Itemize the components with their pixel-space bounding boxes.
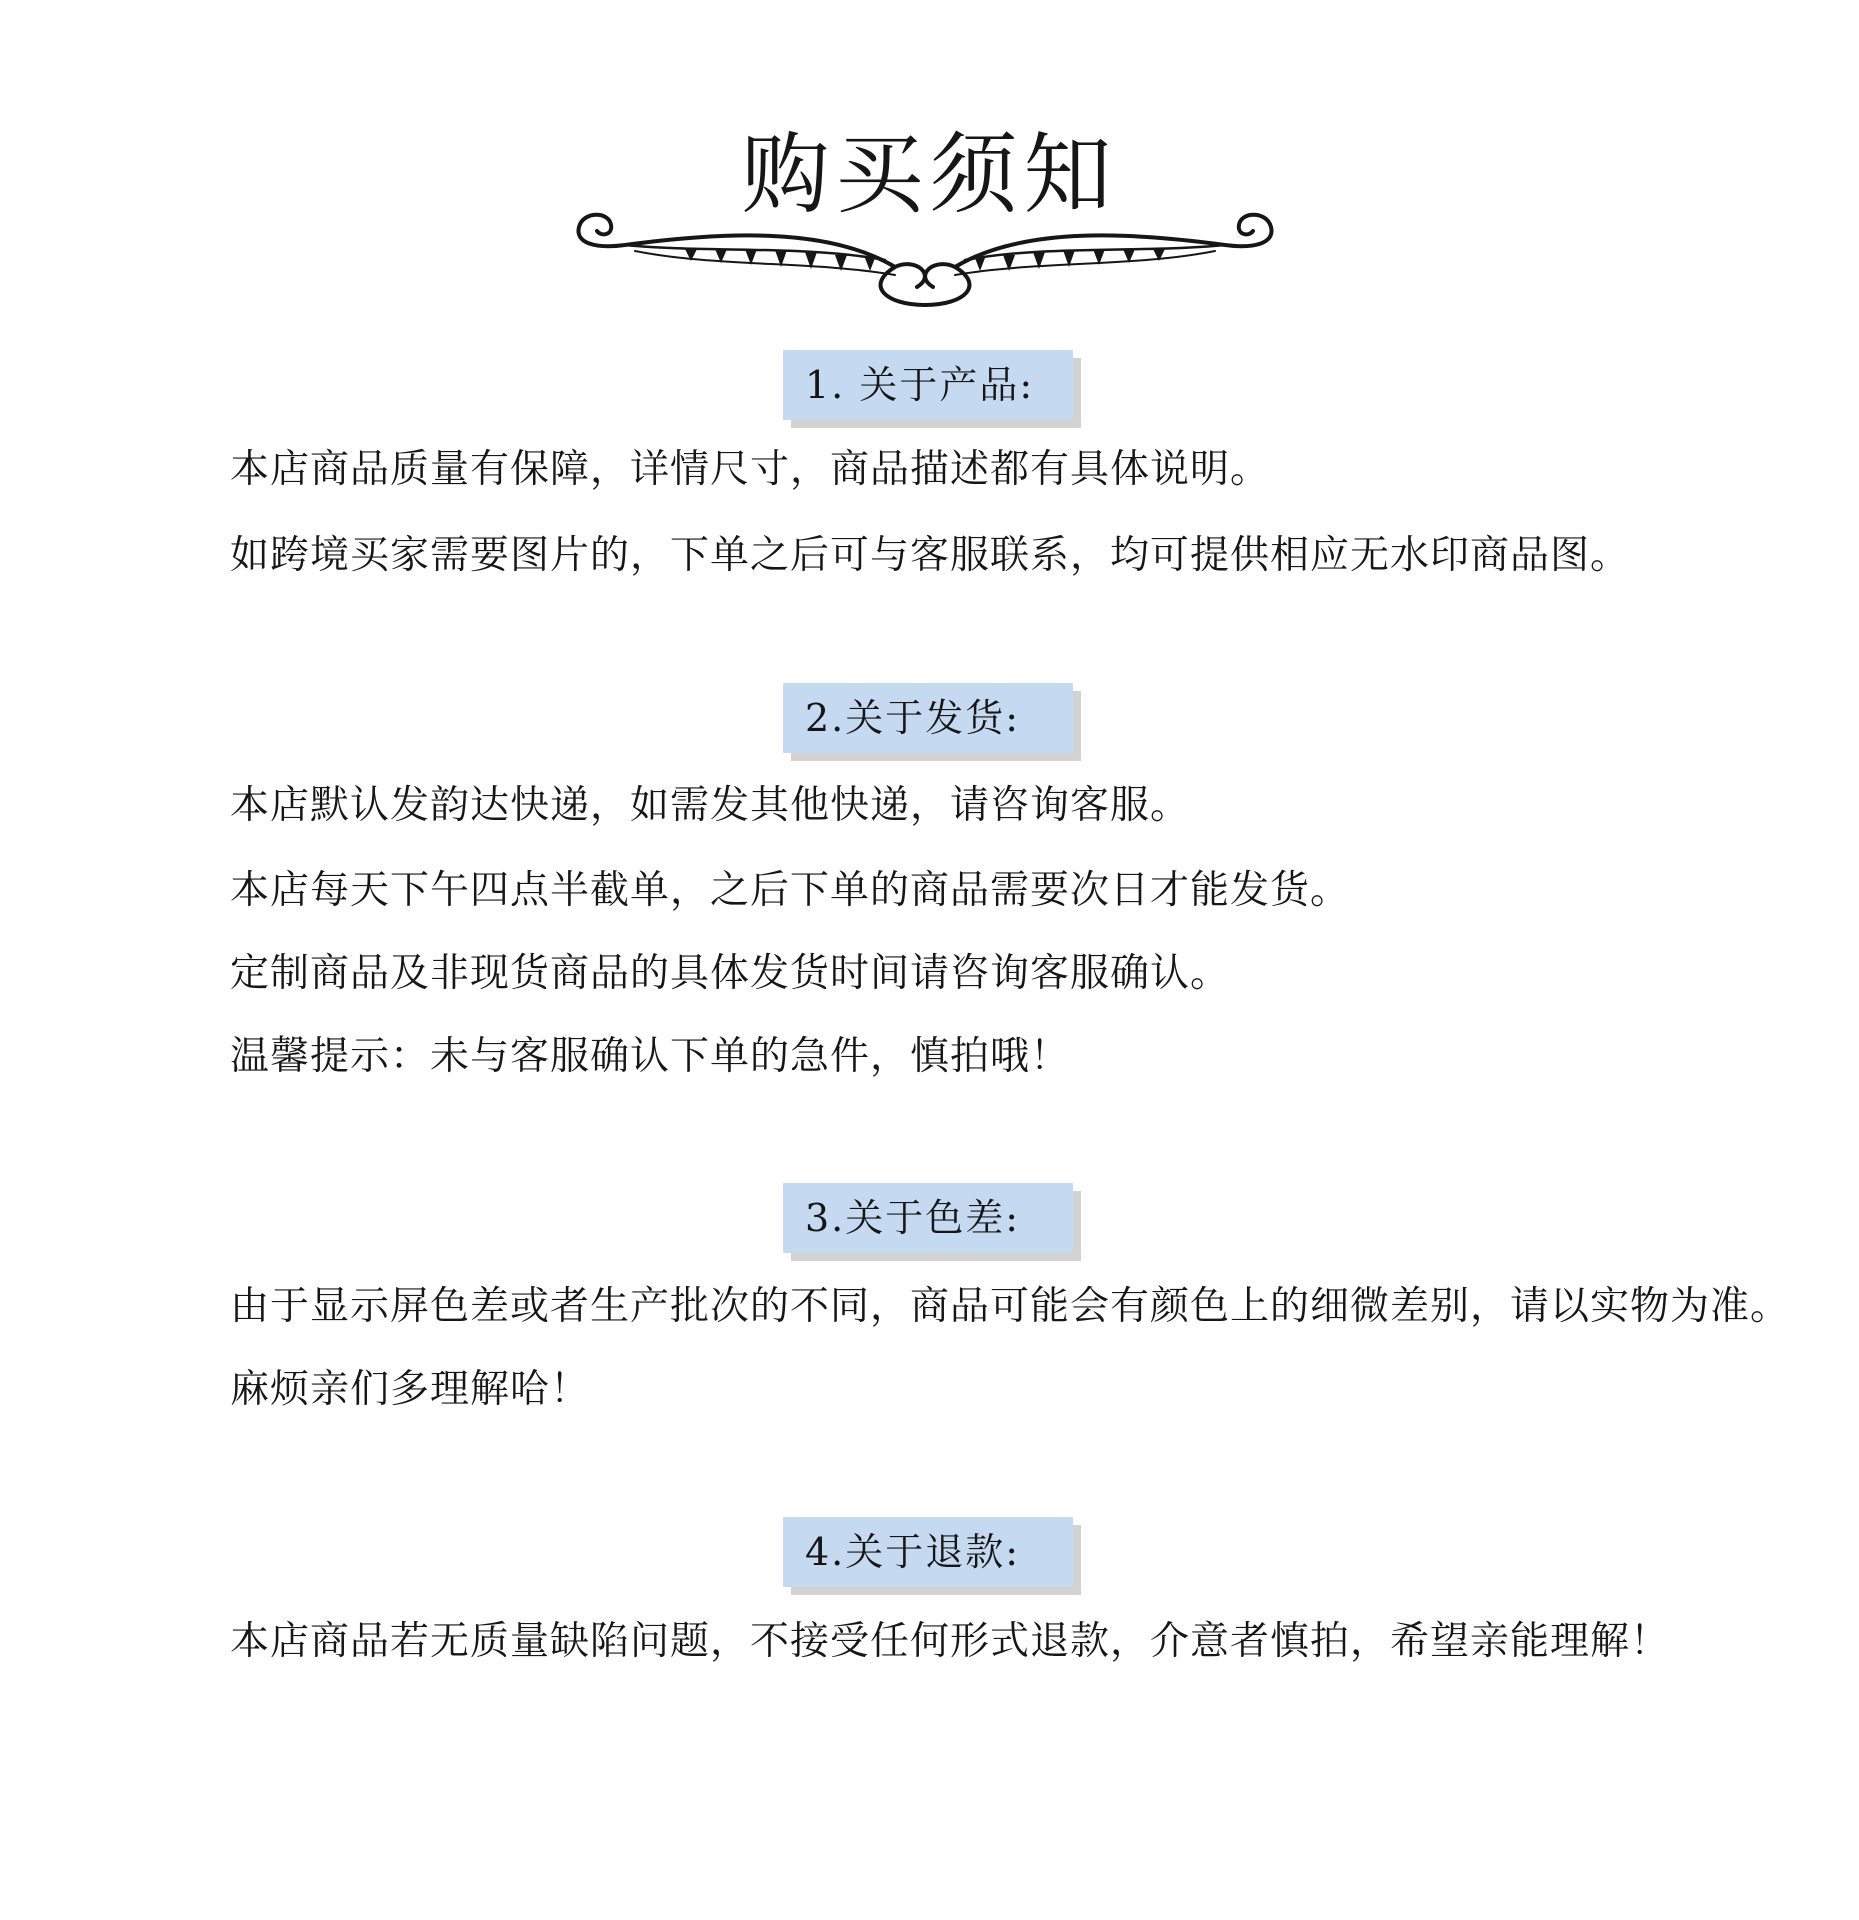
section-product-line-1: 本店商品质量有保障，详情尺寸，商品描述都有具体说明。 — [230, 447, 1271, 492]
page-title: 购买须知 — [741, 123, 1118, 226]
section-heading-refund: 4.关于退款: — [783, 1517, 1073, 1587]
section-shipping-line-3: 定制商品及非现货商品的具体发货时间请咨询客服确认。 — [230, 951, 1231, 996]
section-shipping-line-4: 温馨提示：未与客服确认下单的急件，慎拍哦！ — [230, 1034, 1071, 1079]
section-shipping-line-1: 本店默认发韵达快递，如需发其他快递，请咨询客服。 — [230, 783, 1191, 828]
scroll-flourish-icon — [565, 205, 1285, 315]
section-product-line-2: 如跨境买家需要图片的，下单之后可与客服联系，均可提供相应无水印商品图。 — [230, 533, 1631, 578]
section-color-line-2: 麻烦亲们多理解哈！ — [230, 1367, 591, 1412]
section-color-line-1: 由于显示屏色差或者生产批次的不同，商品可能会有颜色上的细微差别，请以实物为准。 — [230, 1284, 1791, 1329]
section-heading-color: 3.关于色差: — [783, 1183, 1073, 1253]
section-shipping-line-2: 本店每天下午四点半截单，之后下单的商品需要次日才能发货。 — [230, 868, 1351, 913]
section-heading-product: 1. 关于产品: — [783, 350, 1073, 420]
section-heading-shipping: 2.关于发货: — [783, 683, 1073, 753]
section-refund-line-1: 本店商品若无质量缺陷问题，不接受任何形式退款，介意者慎拍，希望亲能理解！ — [230, 1619, 1671, 1664]
